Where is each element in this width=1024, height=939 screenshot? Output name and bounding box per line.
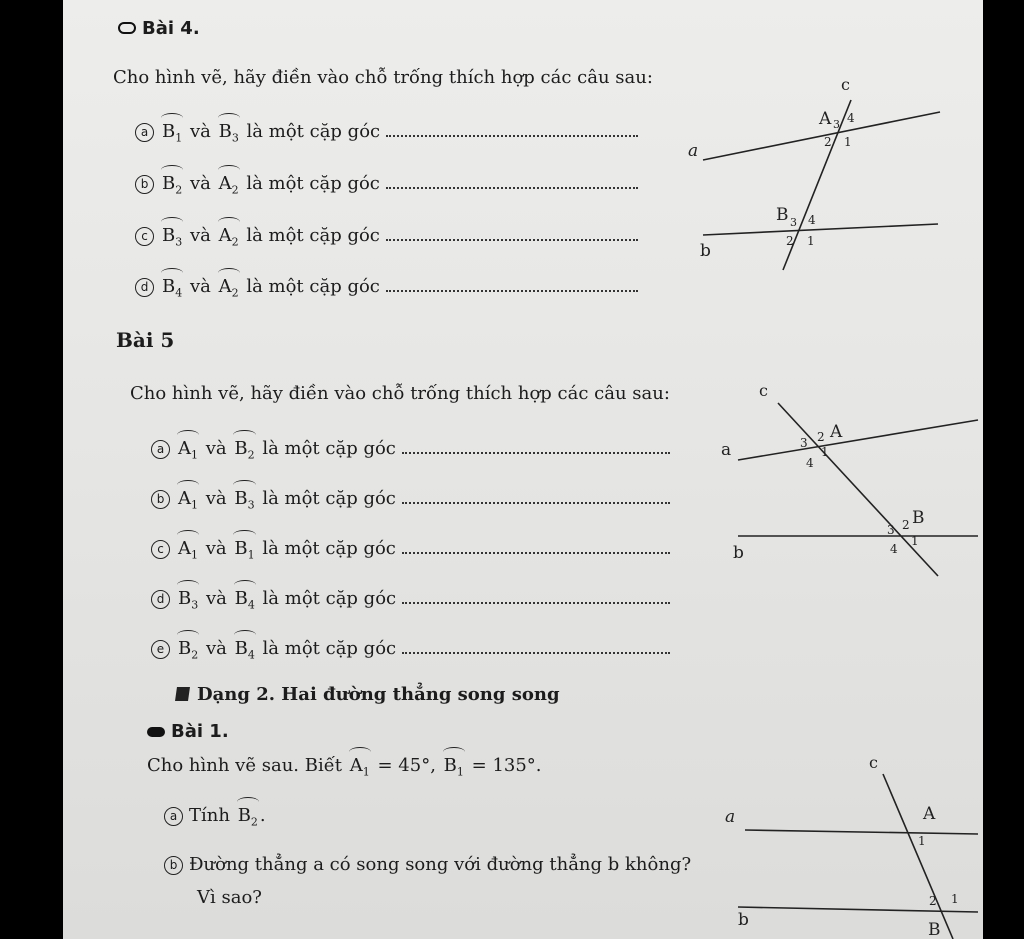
dang2-heading: [176, 684, 560, 705]
angle-A2: 2: [824, 135, 832, 149]
bai5-title: Bài 5: [116, 328, 175, 352]
angle-B2: 2: [929, 894, 937, 908]
angle-symbol: $A_1$: [178, 535, 198, 562]
bai4-heading: [118, 18, 200, 39]
angle-symbol: $B_3$: [219, 118, 239, 145]
worksheet-page: [63, 0, 983, 939]
bai1-title: Bài 1.: [171, 721, 229, 742]
angle-B1: 1: [807, 234, 815, 248]
item-marker: c: [151, 540, 170, 559]
label-B: B: [776, 205, 789, 225]
bai4-item-c: c $B_3$ và $A_2$ là một cặp góc: [135, 222, 638, 249]
angle-symbol: $B_2$: [178, 635, 198, 662]
item-marker: a: [164, 807, 183, 826]
bai1-prompt: Cho hình vẽ sau. Biết $A_1 = 45^\circ$, $B_1 = 135^\circ$.: [147, 752, 542, 779]
heading-marker-icon: [118, 22, 136, 34]
item-marker: e: [151, 640, 170, 659]
angle-A1: 1: [844, 135, 852, 149]
angle-symbol: $A_1$: [178, 435, 198, 462]
item-marker: d: [151, 590, 170, 609]
bai4-item-b: b $B_2$ và $A_2$ là một cặp góc: [135, 170, 638, 197]
label-a: a: [688, 141, 699, 161]
label-b: b: [733, 543, 744, 563]
item-marker: c: [135, 227, 154, 246]
bai1-item-a: a Tính $B_2$ .: [164, 802, 266, 829]
angle-A4: 4: [847, 111, 855, 125]
angle-A4: 4: [806, 456, 814, 470]
label-B-sub: 3: [790, 216, 797, 229]
heading-marker-icon: [147, 727, 165, 737]
label-B: B: [912, 508, 925, 528]
answer-blank[interactable]: [402, 592, 670, 604]
angle-symbol: $B_4$: [235, 585, 255, 612]
answer-blank[interactable]: [386, 229, 638, 241]
angle-A3: 3: [800, 436, 808, 450]
angle-symbol: $A_2$: [219, 273, 239, 300]
label-c: c: [869, 753, 878, 772]
answer-blank[interactable]: [402, 642, 670, 654]
bai5-prompt: Cho hình vẽ, hãy điền vào chỗ trống thích hợp các câu sau:: [130, 383, 670, 404]
angle-symbol: $B_3$: [234, 485, 254, 512]
bai5-item-a: a $A_1$ và $B_2$ là một cặp góc: [151, 435, 670, 462]
answer-blank[interactable]: [386, 125, 638, 137]
angle-B2: 2: [902, 518, 910, 532]
label-b: b: [738, 910, 749, 930]
answer-blank[interactable]: [386, 177, 638, 189]
bai1-item-b: b Đường thẳng a có song song với đường thẳng b không?: [164, 854, 691, 875]
angle-symbol: $B_1$: [444, 752, 464, 779]
item-marker: d: [135, 278, 154, 297]
answer-blank[interactable]: [402, 542, 670, 554]
bai1-figure: [713, 752, 983, 939]
label-A-sub: 3: [833, 118, 840, 131]
label-a: a: [721, 440, 732, 460]
label-c: c: [759, 381, 768, 400]
label-a: a: [725, 807, 736, 827]
book-icon: [175, 687, 190, 701]
dang2-title: Dạng 2. Hai đường thẳng song song: [197, 684, 560, 705]
item-marker: b: [135, 175, 154, 194]
angle-symbol: $B_1$: [162, 118, 182, 145]
answer-blank[interactable]: [402, 492, 670, 504]
bai5-item-d: d $B_3$ và $B_4$ là một cặp góc: [151, 585, 670, 612]
angle-B1: 1: [951, 892, 959, 906]
bai5-item-c: c $A_1$ và $B_1$ là một cặp góc: [151, 535, 670, 562]
bai4-title: Bài 4.: [142, 18, 200, 39]
line-c: [778, 403, 938, 576]
line-b: [703, 224, 938, 235]
angle-A2: 2: [817, 430, 825, 444]
angle-A1: 1: [918, 834, 926, 848]
angle-symbol: $A_1$: [350, 752, 370, 779]
angle-B2: 2: [786, 234, 794, 248]
angle-symbol: $B_2$: [234, 435, 254, 462]
item-marker: b: [151, 490, 170, 509]
angle-symbol: $B_4$: [235, 635, 255, 662]
bai4-prompt: Cho hình vẽ, hãy điền vào chỗ trống thích hợp các câu sau:: [113, 67, 653, 88]
item-marker: b: [164, 856, 183, 875]
angle-B1: 1: [911, 534, 919, 548]
angle-B4: 4: [808, 213, 816, 227]
label-A: A: [819, 109, 832, 129]
bai5-figure: [713, 378, 983, 583]
label-A: A: [830, 422, 843, 442]
angle-symbol: $A_2$: [219, 170, 239, 197]
item-marker: a: [135, 123, 154, 142]
bai1-item-b-line2: Vì sao?: [197, 887, 262, 908]
angle-A1: 1: [821, 445, 829, 459]
bai5-item-e: e $B_2$ và $B_4$ là một cặp góc: [151, 635, 670, 662]
angle-symbol: $B_1$: [234, 535, 254, 562]
angle-symbol: $B_2$: [162, 170, 182, 197]
line-a: [738, 420, 978, 460]
label-A: A: [923, 804, 936, 824]
angle-symbol: $B_3$: [162, 222, 182, 249]
angle-symbol: $B_2$: [238, 802, 258, 829]
bai4-figure: [673, 70, 973, 280]
angle-symbol: $A_1$: [178, 485, 198, 512]
angle-symbol: $A_2$: [219, 222, 239, 249]
angle-B3: 3: [887, 523, 895, 537]
answer-blank[interactable]: [402, 442, 670, 454]
angle-symbol: $B_4$: [162, 273, 182, 300]
angle-symbol: $B_3$: [178, 585, 198, 612]
line-c: [883, 774, 953, 939]
answer-blank[interactable]: [386, 280, 638, 292]
bai5-item-b: b $A_1$ và $B_3$ là một cặp góc: [151, 485, 670, 512]
label-b: b: [700, 241, 711, 261]
label-B: B: [928, 920, 941, 939]
label-c: c: [841, 75, 850, 94]
angle-B4: 4: [890, 542, 898, 556]
bai4-item-a: a $B_1$ và $B_3$ là một cặp góc: [135, 118, 638, 145]
line-a: [745, 830, 978, 834]
bai4-item-d: d $B_4$ và $A_2$ là một cặp góc: [135, 273, 638, 300]
bai1-heading: [147, 721, 229, 742]
item-marker: a: [151, 440, 170, 459]
